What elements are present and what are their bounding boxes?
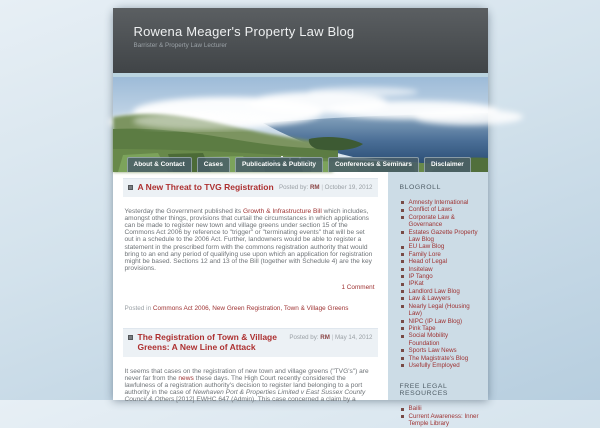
header-photo: [113, 77, 488, 172]
sidebar: [388, 172, 488, 428]
blogroll-link[interactable]: Insitelaw: [408, 265, 433, 273]
post-1-title-link[interactable]: A New Threat to TVG Registration: [137, 182, 274, 192]
category-link[interactable]: , New Green Registration: [209, 305, 281, 312]
post-2-body: [125, 368, 376, 404]
post-1-comments-row: [123, 284, 375, 291]
post-2-header: [123, 328, 378, 356]
main-column: [113, 172, 388, 404]
blogroll-item: [400, 332, 480, 347]
blogroll-link[interactable]: Family Lore: [408, 250, 441, 258]
nav-tab[interactable]: Cases: [197, 157, 230, 172]
blogroll-item: [400, 243, 480, 250]
nav-tab[interactable]: Conferences & Seminars: [328, 157, 419, 172]
blogroll-heading: BLOGROLL: [399, 184, 441, 191]
blogroll-link[interactable]: Conflict of Laws: [408, 206, 453, 214]
posted-in-label: Posted in: [124, 305, 153, 313]
body-segment: Yesterday the Government published its: [124, 207, 244, 215]
body-segment: which includes, amongst other things, provisions that curtail the circumstances in which applications can be made to register new town and village greens under section 15 of the Commons Act 2006 by reference to "trigger" or "terminating events" that will be set out in a schedule to the 2006 Act. Further, landowners would be able to register a statement in the prescribed form with the commons registration authority that would bring to an end any period of qualifying use upon which an application for registration might be based. Sections 12 and 13 of the Bill (together with Schedule 4) are the key provisions.: [124, 207, 373, 273]
masthead: [113, 8, 488, 73]
blogroll-link[interactable]: Head of Legal: [408, 258, 448, 266]
post-2-meta: [289, 333, 372, 341]
resource-item: [400, 405, 480, 412]
blogroll-item: [400, 206, 480, 213]
blogroll-item: [400, 347, 480, 354]
blogroll-link[interactable]: EU Law Blog: [408, 243, 445, 251]
blogroll-item: [400, 258, 480, 265]
comments-link[interactable]: 1 Comment: [341, 284, 375, 292]
author-link[interactable]: RM: [309, 184, 320, 191]
post-2: [123, 328, 378, 403]
blogroll-link[interactable]: Social Mobility Foundation: [408, 332, 449, 347]
post-1-meta: [279, 183, 373, 191]
posted-by-label: Posted by:: [278, 184, 309, 191]
meta-separator: |: [321, 184, 323, 191]
blogroll-link[interactable]: Landlord Law Blog: [408, 287, 460, 295]
posted-by-label: Posted by:: [289, 334, 319, 342]
blogroll-link[interactable]: IP Tango: [408, 273, 433, 281]
blogroll-link[interactable]: Usefully Employed: [408, 361, 460, 369]
resource-link[interactable]: Current Awareness: Inner Temple Library: [408, 412, 479, 428]
resources-list: [400, 405, 480, 427]
resource-item: [400, 413, 480, 428]
body-segment: [2012] EWHC 647 (Admin). This case concerned a claim by a: [174, 396, 356, 404]
blogroll-link[interactable]: Corporate Law & Governance: [408, 213, 455, 229]
post-1-body: [125, 208, 376, 273]
blogroll-item: [400, 273, 480, 280]
nav-tab[interactable]: Publications & Publicity: [235, 157, 323, 172]
blogroll-item: [400, 295, 480, 302]
body-segment: It seems that cases on the registration of new town and village greens ("TVG's") are never far from the: [124, 367, 369, 382]
post-bullet-icon: [128, 335, 133, 340]
post-1-categories-row: [125, 305, 376, 312]
author-link[interactable]: RM: [320, 334, 330, 342]
nav-tab[interactable]: Disclaimer: [424, 157, 471, 172]
blogroll-item: [400, 266, 480, 273]
blogroll-item: [400, 318, 480, 325]
page: [0, 8, 600, 428]
post-bullet-icon: [128, 185, 133, 190]
body-segment[interactable]: news: [178, 374, 194, 382]
blog-subtitle: Barrister & Property Law Lecturer: [133, 42, 227, 49]
body-segment: Newhaven Port & Properties Limited v East Sussex County Council & Others: [124, 389, 366, 404]
blog-title[interactable]: Rowena Meager's Property Law Blog: [133, 24, 355, 39]
blogroll-link[interactable]: Law & Lawyers: [408, 295, 451, 303]
nav-tabs: [127, 157, 471, 172]
body-segment[interactable]: Growth & Infrastructure Bill: [243, 207, 322, 215]
blogroll-list: [400, 199, 480, 369]
blogroll-item: [400, 251, 480, 258]
blogroll-link[interactable]: Estates Gazette Property Law Blog: [408, 228, 478, 244]
blogroll-item: [400, 280, 480, 287]
category-link[interactable]: Commons Act 2006: [152, 305, 209, 313]
blogroll-item: [400, 199, 480, 206]
blogroll-item: [400, 288, 480, 295]
blog-container: [113, 8, 488, 428]
blogroll-item: [400, 303, 480, 318]
post-1: [123, 178, 378, 312]
category-list: [153, 305, 349, 312]
blogroll-link[interactable]: Nearly Legal (Housing Law): [408, 302, 470, 318]
blogroll-link[interactable]: Amnesty International: [408, 199, 469, 206]
blogroll-item: [400, 229, 480, 244]
post-1-header: [123, 178, 378, 197]
post-2-title-link[interactable]: The Registration of Town & Village Greens: A New Line of Attack: [137, 332, 277, 353]
blogroll-link[interactable]: Pink Tape: [408, 324, 436, 332]
category-link[interactable]: , Town & Village Greens: [280, 305, 348, 312]
resources-heading: FREE LEGAL RESOURCES: [399, 383, 448, 398]
content-area: [113, 172, 488, 428]
blogroll-item: [400, 325, 480, 332]
blogroll-item: [400, 214, 480, 229]
blogroll-link[interactable]: NIPC (IP Law Blog): [408, 317, 463, 325]
resource-link[interactable]: Bailii: [408, 405, 422, 413]
blogroll-link[interactable]: IPKat: [408, 280, 424, 288]
meta-separator: |: [331, 334, 334, 342]
post-date: May 14, 2012: [335, 334, 373, 342]
blogroll-link[interactable]: Sports Law News: [408, 347, 457, 355]
nav-tab[interactable]: About & Contact: [127, 157, 192, 172]
body-segment: these days. The High Court recently considered the lawfulness of a registration authority's decision to register land belonging to a port authority in the case of: [124, 374, 363, 397]
post-date: October 19, 2012: [324, 184, 373, 191]
blogroll-link[interactable]: The Magistrate's Blog: [408, 354, 469, 362]
blogroll-item: [400, 355, 480, 362]
blogroll-item: [400, 362, 480, 369]
